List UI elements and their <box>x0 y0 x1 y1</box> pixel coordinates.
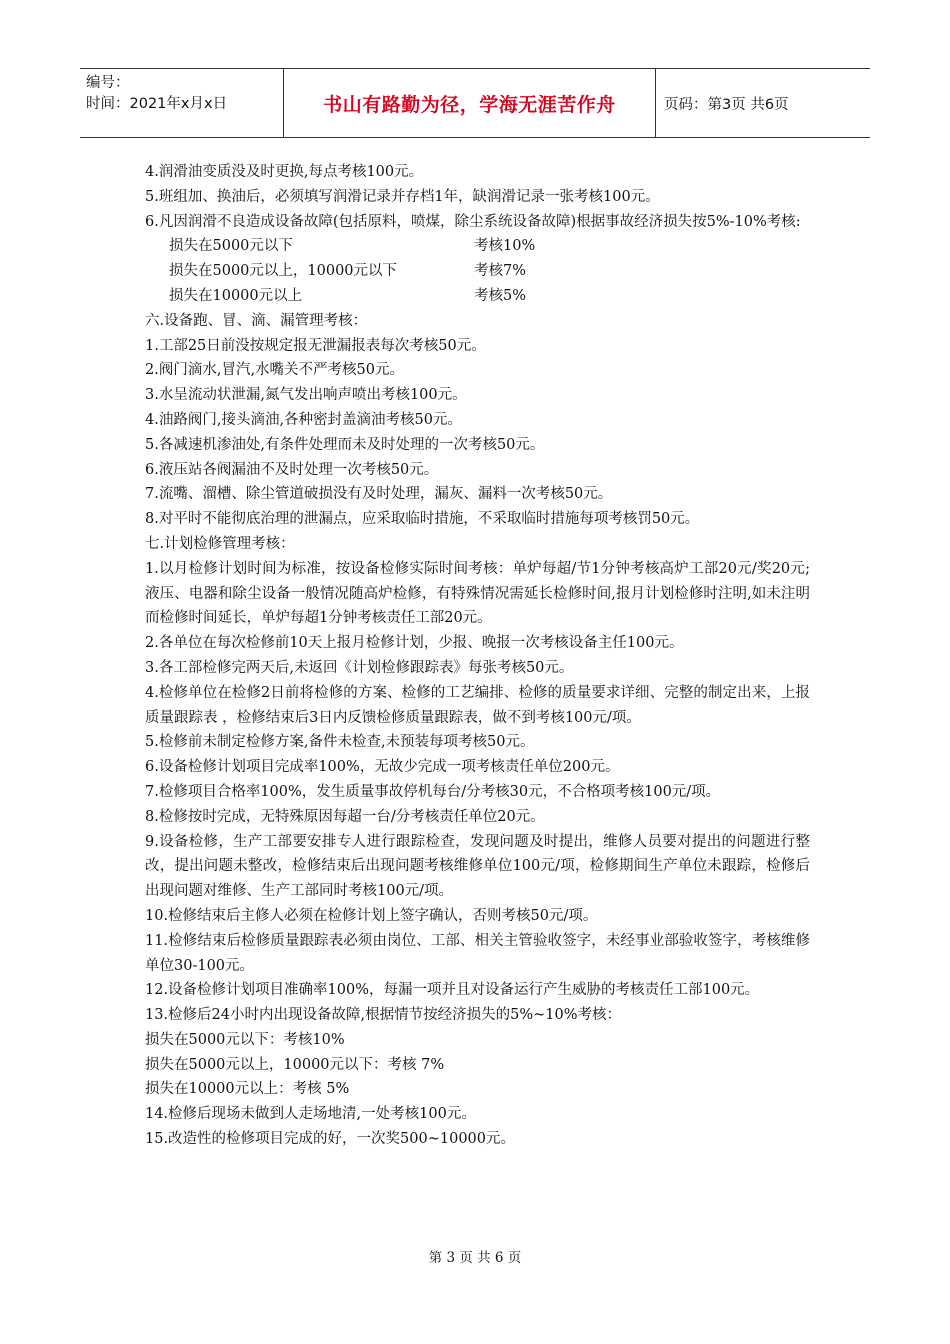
loss-condition: 损失在5000元以下 <box>169 238 293 255</box>
loss-row <box>145 259 810 284</box>
document-date: 时间：2021年x月x日 <box>86 96 228 112</box>
loss-rate: 考核5% <box>474 287 527 304</box>
text-line: 2.阀门滴水,冒汽,水嘴关不严考核50元。 <box>145 362 405 379</box>
text-line: 11.检修结束后检修质量跟踪表必须由岗位、工部、相关主管验收签字，未经事业部验收签字，考核维修单位30-100元。 <box>145 932 810 974</box>
text-line: 六.设备跑、冒、滴、漏管理考核： <box>145 312 368 329</box>
text-line: 七.计划检修管理考核： <box>145 535 295 552</box>
loss-condition: 损失在5000元以上，10000元以下 <box>169 263 398 280</box>
document-body <box>145 160 810 1152</box>
text-line: 13.检修后24小时内出现设备故障,根据情节按经济损失的5%~10%考核： <box>145 1007 621 1024</box>
loss-rate: 考核10% <box>474 238 536 255</box>
header-motto-cell <box>283 69 656 137</box>
page-indicator: 页码：第3页 共6页 <box>664 96 789 113</box>
section-lines-a <box>145 160 810 234</box>
page-footer: 第 3 页 共 6 页 <box>428 1250 522 1266</box>
text-line: 9.设备检修，生产工部要安排专人进行跟踪检查，发现问题及时提出，维修人员要对提出的问题进行整改，提出问题未整改，检修结束后出现问题考核维修单位100元/项，检修期间生产单位未跟踪，检修后出现问题对维修、生产工部同时考核100元/项。 <box>145 833 810 900</box>
text-line: 5.检修前未制定检修方案,备件未检查,未预装每项考核50元。 <box>145 734 535 751</box>
document-number: 编号： <box>86 75 130 91</box>
section-lines-b <box>145 309 810 1152</box>
text-line: 损失在10000元以上：考核 5% <box>145 1081 350 1098</box>
loss-condition: 损失在10000元以上 <box>169 287 303 304</box>
text-line: 10.检修结束后主修人必须在检修计划上签字确认，否则考核50元/项。 <box>145 907 598 924</box>
text-line: 4.润滑油变质没及时更换,每点考核100元。 <box>145 164 424 180</box>
header-page-cell <box>656 69 870 137</box>
text-line: 7.流嘴、溜槽、除尘管道破损没有及时处理，漏灰、漏料一次考核50元。 <box>145 486 613 503</box>
text-line: 7.检修项目合格率100%，发生质量事故停机每台/分考核30元，不合格项考核100元/项。 <box>145 783 721 800</box>
text-line: 8.检修按时完成，无特殊原因每超一台/分考核责任单位20元。 <box>145 808 545 825</box>
loss-row <box>145 234 810 259</box>
text-line: 1.工部25日前没按规定报无泄漏报表每次考核50元。 <box>145 337 486 354</box>
text-line: 3.各工部检修完两天后,未返回《计划检修跟踪表》每张考核50元。 <box>145 659 574 676</box>
text-line: 5.班组加、换油后，必须填写润滑记录并存档1年，缺润滑记录一张考核100元。 <box>145 188 660 205</box>
text-line: 1.以月检修计划时间为标准，按设备检修实际时间考核：单炉每超/节1分钟考核高炉工部20元/奖20元;液压、电器和除尘设备一般情况随高炉检修，有特殊情况需延长检修时间,报月计划检修时注明,如未注明而检修时间延长，单炉每超1分钟考核责任工部20元。 <box>145 560 810 627</box>
page-header <box>80 68 870 138</box>
text-line: 12.设备检修计划项目准确率100%，每漏一项并且对设备运行产生威胁的考核责任工部100元。 <box>145 982 760 999</box>
motto: 书山有路勤为径，学海无涯苦作舟 <box>323 93 616 116</box>
text-line: 4.检修单位在检修2日前将检修的方案、检修的工艺编排、检修的质量要求详细、完整的制定出来，上报质量跟踪表 ，检修结束后3日内反馈检修质量跟踪表，做不到考核100元/项。 <box>145 684 810 726</box>
text-line: 14.检修后现场未做到人走场地清,一处考核100元。 <box>145 1106 476 1123</box>
text-line: 2.各单位在每次检修前10天上报月检修计划，少报、晚报一次考核设备主任100元。 <box>145 635 684 652</box>
text-line: 15.改造性的检修项目完成的好，一次奖500~10000元。 <box>145 1131 516 1148</box>
text-line: 损失在5000元以下：考核10% <box>145 1031 345 1048</box>
text-line: 6.设备检修计划项目完成率100%，无故少完成一项考核责任单位200元。 <box>145 759 620 776</box>
loss-rate: 考核7% <box>474 263 527 280</box>
text-line: 6.液压站各阀漏油不及时处理一次考核50元。 <box>145 461 439 478</box>
loss-row <box>145 284 810 309</box>
text-line: 3.水呈流动状泄漏,氮气发出响声喷出考核100元。 <box>145 387 467 404</box>
header-meta <box>80 69 283 137</box>
text-line: 5.各减速机渗油处,有条件处理而未及时处理的一次考核50元。 <box>145 436 545 453</box>
loss-table <box>145 234 810 308</box>
text-line: 4.油路阀门,接头滴油,各种密封盖滴油考核50元。 <box>145 411 463 428</box>
text-line: 6.凡因润滑不良造成设备故障(包括原料，喷煤，除尘系统设备故障)根据事故经济损失按5%-10%考核: <box>145 213 801 230</box>
text-line: 8.对平时不能彻底治理的泄漏点，应采取临时措施，不采取临时措施每项考核罚50元。 <box>145 511 700 528</box>
text-line: 损失在5000元以上，10000元以下：考核 7% <box>145 1056 445 1073</box>
